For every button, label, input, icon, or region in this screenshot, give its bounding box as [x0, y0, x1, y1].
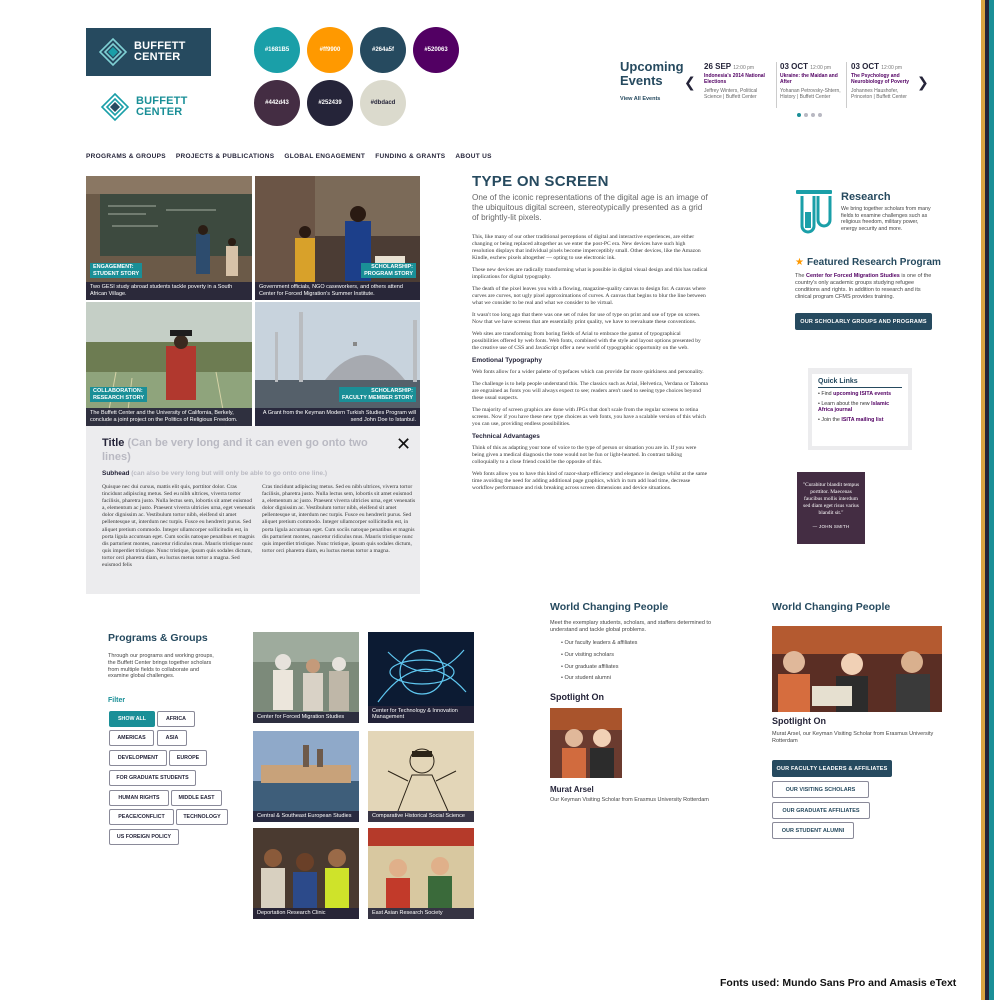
color-swatch: #442d43: [254, 80, 300, 126]
carousel-dot[interactable]: [818, 113, 822, 117]
featured-program-title: ★ Featured Research Program: [795, 257, 941, 268]
event-title: Indonesia's 2014 National Elections: [704, 73, 765, 85]
filter-human-rights[interactable]: HUMAN RIGHTS: [109, 790, 169, 806]
student-alumni-button[interactable]: OUR STUDENT ALUMNI: [772, 822, 854, 839]
world-changing-text: Meet the exemplary students, scholars, and staffers determined to understand and tackle global problems.: [550, 620, 712, 633]
quick-link-item[interactable]: • Find upcoming ISITA events: [818, 391, 892, 397]
events-title: Upcoming Events: [620, 59, 684, 88]
test-tubes-icon: [794, 188, 834, 240]
modal-subhead-hint: (can also be very long but will only be able to go onto one line.): [131, 470, 328, 477]
logo-wordmark: BUFFETT CENTER: [134, 40, 186, 63]
story-modal: [86, 426, 420, 594]
logo-dark[interactable]: [86, 28, 211, 76]
event-card[interactable]: [851, 64, 913, 100]
accent-rail-teal: [989, 0, 994, 1000]
article-paragraph: It wasn't too long ago that there was one set of rules for use of type on print and use of type on screen. Now that we have screens that are essentially print quality, we have to reevaluate these conventions.: [472, 312, 701, 325]
main-nav: [86, 153, 492, 160]
research-title: Research: [841, 191, 891, 203]
program-photo: [368, 731, 474, 822]
story-tile[interactable]: [255, 176, 420, 300]
faculty-leaders-button[interactable]: OUR FACULTY LEADERS & AFFILIATES: [772, 760, 892, 777]
story-tag: COLLABORATION: RESEARCH STORY: [90, 387, 147, 402]
quick-links-title: Quick Links: [818, 378, 902, 388]
programs-title: Programs & Groups: [108, 632, 208, 644]
spotlight-photo-large[interactable]: [772, 626, 942, 712]
article-paragraph: Think of this as adapting your tone of voice to the type of person or situation you are in. If you were being given a medical diagnosis the tone would not be fun or light-hearted. In contrast talking colloquially to a close friend could be the opposite of this.: [472, 445, 697, 465]
logo-light[interactable]: [100, 88, 210, 126]
article-paragraph: Web sites are transforming from boring fields of Arial to embrace the gamut of typographical possibilities offered by web fonts. Web fonts, combined with the style and layout options presented by the creative use of CSS and JavaScript offer a new world of typographic opportunity on the web.: [472, 331, 701, 351]
article-paragraph: The majority of screen graphics are done with JPGs that don't scale from the regular screens to retina screens. Now if you have these new type choices as web fonts, you have a scalable version of this which you can use, providing endless possibilities.: [472, 407, 706, 427]
diamond-logo-icon: [98, 37, 128, 67]
filter-asia[interactable]: ASIA: [157, 730, 187, 746]
program-tile[interactable]: [368, 731, 474, 822]
filter-label: Filter: [108, 697, 126, 704]
event-meta: Jeffrey Winters, Political Science | Buffett Center: [704, 88, 758, 100]
featured-program-link[interactable]: Center for Forced Migration Studies: [806, 273, 900, 279]
world-changing-title: World Changing People: [772, 601, 891, 613]
color-swatch: #252439: [307, 80, 353, 126]
quote-block: [797, 472, 865, 544]
carousel-dot[interactable]: [804, 113, 808, 117]
star-icon: ★: [795, 257, 804, 268]
filter-americas[interactable]: AMERICAS: [109, 730, 154, 746]
spotlight-heading: Spotlight On: [772, 716, 826, 726]
nav-global-engagement[interactable]: GLOBAL ENGAGEMENT: [284, 153, 366, 160]
article-heading: Emotional Typography: [472, 357, 542, 364]
nav-projects-publications[interactable]: PROJECTS & PUBLICATIONS: [175, 153, 275, 160]
story-caption: The Buffett Center and the University of California, Berkely, conclude a joint project on the Politics of Religious Freedom.: [86, 408, 252, 426]
article-title: TYPE ON SCREEN: [472, 173, 609, 190]
story-caption: Two GESI study abroad students tackle poverty in a South African Village.: [86, 282, 252, 300]
story-tile[interactable]: [86, 302, 252, 426]
featured-program-text: The Center for Forced Migration Studies is one of the country's only academic groups studying refugee conditions and rights. In addition to research and its clinical program CFMS provides training.: [795, 273, 932, 300]
carousel-dot[interactable]: [797, 113, 801, 117]
program-caption: Central & Southeast European Studies: [253, 811, 359, 822]
program-tile[interactable]: [253, 632, 359, 723]
scholarly-groups-button[interactable]: OUR SCHOLARLY GROUPS AND PROGRAMS: [795, 313, 932, 330]
people-list-item[interactable]: • Our faculty leaders & affiliates: [561, 640, 638, 646]
program-caption: Comparative Historical Social Science: [368, 811, 474, 822]
logo-wordmark: BUFFETT CENTER: [136, 95, 188, 118]
color-swatch: #dbdacd: [360, 80, 406, 126]
spotlight-bio: Murat Arsel, our Keyman Visiting Scholar from Erasmus University Rotterdam: [772, 731, 934, 744]
article-body: [472, 234, 708, 497]
program-caption: Deportation Research Clinic: [253, 908, 359, 919]
quick-links-panel: [808, 368, 912, 450]
event-card[interactable]: [704, 64, 774, 100]
story-tag: SCHOLARSHIP: PROGRAM STORY: [361, 263, 416, 278]
filter-show-all[interactable]: SHOW ALL: [109, 711, 155, 727]
article-lead: One of the iconic representations of the digital age is an image of the ubiquitous digital screen, stereotypically presented as a grid of brightly-lit pixels.: [472, 193, 708, 222]
program-photo: [253, 731, 359, 822]
article-paragraph: The challenge is to help people understand this. The classics such as Arial, Helvetica, Verdana or Tahoma are engrained as fonts you will always expect to see; readers aren't used to seeing type choices beyond these usual suspects.: [472, 381, 708, 401]
event-date: 03 OCT 12:00 pm: [851, 62, 903, 71]
filter-graduate-students[interactable]: FOR GRADUATE STUDENTS: [109, 770, 196, 786]
event-date: 03 OCT 12:00 pm: [780, 62, 832, 71]
carousel-dot[interactable]: [811, 113, 815, 117]
view-all-events-link[interactable]: View All Events: [620, 96, 661, 102]
people-list-item[interactable]: • Our graduate affiliates: [561, 663, 619, 670]
story-tag: ENGAGEMENT: STUDENT STORY: [90, 263, 142, 278]
chevron-left-icon[interactable]: ❮: [684, 74, 696, 90]
divider: [776, 62, 777, 108]
article-paragraph: These new devices are radically transforming what is possible in digital visual design and this has radical implications for digital typography.: [472, 267, 708, 280]
program-photo: [368, 828, 474, 919]
modal-title: Title (Can be very long and it can even go onto two lines): [102, 437, 368, 463]
filter-europe[interactable]: EUROPE: [169, 750, 207, 766]
modal-title-hint: (Can be very long and it can even go onto two lines): [102, 437, 368, 463]
program-tile[interactable]: [253, 828, 359, 919]
event-meta: Yohanan Petrovsky-Shtern, History | Buffett Center: [780, 88, 841, 100]
spotlight-bio: Our Keyman Visiting Scholar from Erasmus University Rotterdam: [550, 797, 709, 803]
carousel-dots: [797, 113, 822, 117]
graduate-affiliates-button[interactable]: OUR GRADUATE AFFILIATES: [772, 802, 870, 819]
filter-middle-east[interactable]: MIDDLE EAST: [171, 790, 222, 806]
program-tile[interactable]: [368, 632, 474, 723]
filter-development[interactable]: DEVELOPMENT: [109, 750, 167, 766]
article-heading: Technical Advantages: [472, 433, 540, 440]
visiting-scholars-button[interactable]: OUR VISITING SCHOLARS: [772, 781, 869, 798]
event-meta: Johannes Haushofer, Princeton | Buffett Center: [851, 88, 907, 100]
article-paragraph: Web fonts allow for a wider palette of typefaces which can provide far more quirkiness and personality.: [472, 369, 704, 375]
quote-author: — JOHN SMITH: [812, 524, 850, 529]
program-tile[interactable]: [253, 731, 359, 822]
people-list: [561, 638, 637, 685]
chevron-right-icon[interactable]: ❯: [917, 74, 929, 90]
modal-column: Cras tincidunt adipiscing metus. Sed eu nibh ultrices, viverra tortor facilisis, pharetra justo. Nulla lectus sem, lobortis sit amet euismod a, elementum ac justo. Praesent viverra ultricies urna, eget venenatis dolor dignissim ac. Vestibulum tortor nibh, eleifend sit amet pellentesque ut, interdum nec turpis. Fusce eu hendrerit purus. Sed aliquet pretium commodo. Integer ullamcorper sollicitudin est, in porta ligula accumsan eget. Cum sociis natoque penatibus et magnis dis parturient montes, nascetur ridiculus mus. Mauris tristique nunc quis imperdiet tristique. Nunc tristique, ipsum quis sodales dictum, tortor orci pharetra diam, eu luctus metus tortor a magna.: [262, 484, 416, 554]
spotlight-photo[interactable]: [550, 708, 622, 778]
story-tile[interactable]: [86, 176, 252, 300]
fonts-used-note: Fonts used: Mundo Sans Pro and Amasis eText: [720, 977, 957, 989]
close-icon[interactable]: ✕: [396, 434, 412, 454]
color-swatch: #1681B5: [254, 27, 300, 73]
program-photo: [253, 632, 359, 723]
article-paragraph: The death of the pixel leaves you with a flowing, magazine-quality canvas to design for. A canvas where curves are curves, not ugly pixel approximations of curves. A canvas that begins to blur the line between what we consider to be real and what we consider to be virtual.: [472, 286, 706, 306]
research-text: We bring together scholars from many fields to examine challenges such as religious freedom, military power, energy security and more.: [841, 206, 931, 232]
program-caption: Center for Technology & Innovation Management: [368, 706, 474, 723]
story-tile[interactable]: [255, 302, 420, 426]
program-caption: Center for Forced Migration Studies: [253, 712, 359, 723]
filter-us-foreign-policy[interactable]: US FOREIGN POLICY: [109, 829, 179, 845]
color-swatch: #ff9900: [307, 27, 353, 73]
article-paragraph: Web fonts allow you to have this kind of razor-sharp efficiency and elegance in design whilst at the same time avoiding the need for adding additional page graphics, which in turn add load time, decrease workflow performance and risk breaking across screen dimensions and device situations.: [472, 471, 708, 491]
spotlight-heading: Spotlight On: [550, 692, 604, 702]
modal-column: Quisque nec dui cursus, mattis elit quis, porttitor dolor. Cras tincidunt adipiscing metus. Sed eu nibh ultrices, viverra tortor facilisis, pharetra justo. Nulla lectus sem, lobortis sit amet euismod a, elementum ac justo. Praesent viverra ultricies urna, eget venenatis dolor dignissim ac. Vestibulum tortor nibh, eleifend sit amet pellentesque ut, interdum nec turpis. Fusce eu hendrerit purus. Sed aliquet pretium commodo. Integer ullamcorper sollicitudin est, in porta ligula accumsan eget. Cum sociis natoque penatibus et magnis dis parturient montes, nascetur ridiculus mus. Mauris tristique nunc quis imperdiet tristique. Nunc tristique, ipsum quis sodales dictum, tortor orci pharetra diam, eu luctus metus tortor a magna. Sed euismod felis: [102, 484, 256, 569]
filter-africa[interactable]: AFRICA: [157, 711, 195, 727]
modal-subhead: Subhead (can also be very long but will only be able to go onto one line.): [102, 470, 328, 477]
quick-link-item[interactable]: • Join the ISITA mailing list: [818, 416, 884, 423]
event-title: Ukraine: the Maidan and After: [780, 73, 838, 85]
story-tag: SCHOLARSHIP: FACULTY MEMBER STORY: [339, 387, 416, 402]
diamond-logo-icon: [100, 92, 130, 122]
event-date: 26 SEP 12:00 pm: [704, 62, 755, 71]
nav-funding-grants[interactable]: FUNDING & GRANTS: [375, 153, 446, 160]
color-swatch: #520063: [413, 27, 459, 73]
filter-technology[interactable]: TECHNOLOGY: [176, 809, 228, 825]
nav-about-us[interactable]: ABOUT US: [455, 153, 492, 160]
world-changing-title: World Changing People: [550, 601, 669, 613]
nav-programs-groups[interactable]: PROGRAMS & GROUPS: [86, 153, 166, 160]
program-photo: [253, 828, 359, 919]
programs-text: Through our programs and working groups, the Buffett Center brings together scholars from multiple fields to collaborate and examine global challenges.: [108, 653, 214, 680]
event-title: The Psychology and Neurobiology of Poverty: [851, 73, 910, 85]
people-list-item[interactable]: • Our visiting scholars: [561, 651, 614, 658]
event-card[interactable]: [780, 64, 850, 100]
people-list-item[interactable]: • Our student alumni: [561, 675, 611, 682]
filter-peace-conflict[interactable]: PEACE/CONFLICT: [109, 809, 174, 825]
program-tile[interactable]: [368, 828, 474, 919]
article-paragraph: This, like many of our other traditional perceptions of digital and interactive experiences, are either changing or being replaced altogether as we enter the post-PC era. New devices have such high resolution displays that individual pixels become imperceptibly small. Other devices, like the Amazon Kindle, eschew pixels altogether — opting to use electronic ink.: [472, 234, 701, 261]
spotlight-name: Murat Arsel: [550, 785, 594, 794]
story-caption: A Grant from the Keyman Modern Turkish Studies Program will send John Doe to Istanbul.: [255, 408, 420, 426]
quick-link-item[interactable]: • Learn about the new Islamic Africa journal: [818, 400, 890, 414]
quote-text: "Curabitur blandit tempus porttitor. Maecenas faucibus mollis interdum sed diam eget risus varius blandit sit.": [802, 482, 860, 516]
divider: [846, 62, 847, 108]
color-swatch: #264a5f: [360, 27, 406, 73]
program-caption: East Asian Research Society: [368, 908, 474, 919]
story-caption: Government officials, NGO caseworkers, and others attend Center for Forced Migration's Summer Institute.: [255, 282, 420, 300]
